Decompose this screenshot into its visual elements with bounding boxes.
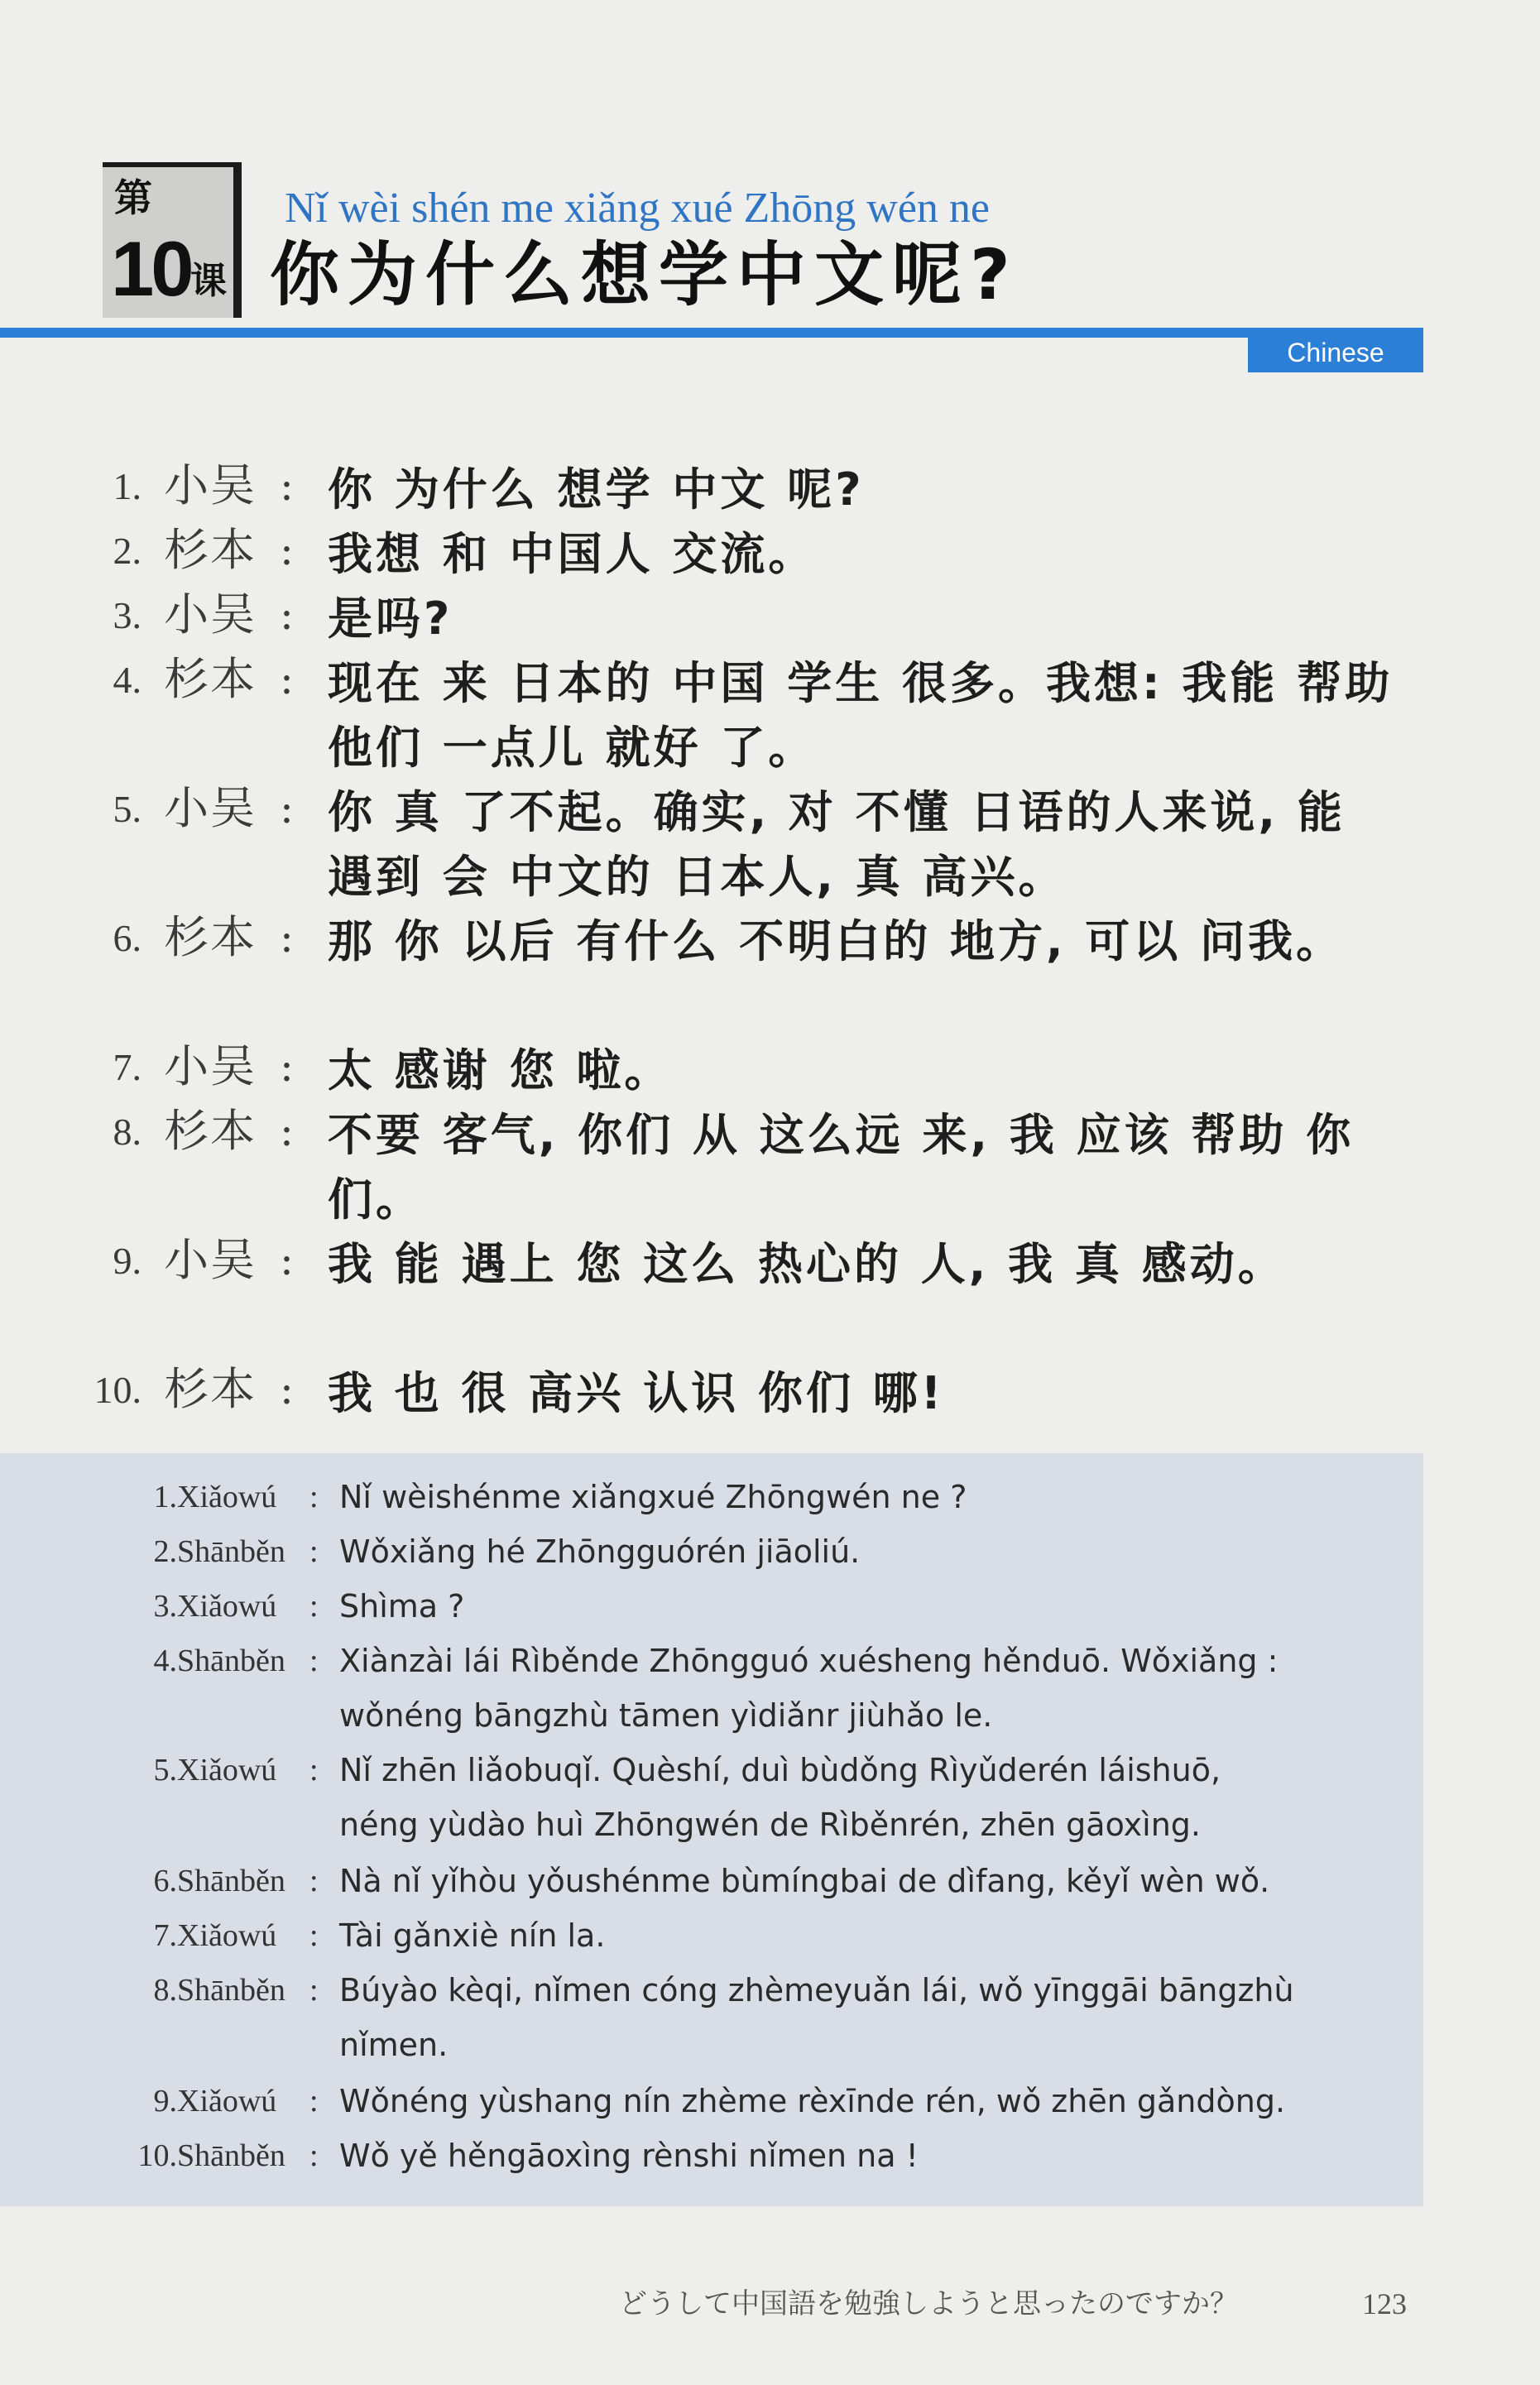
dialogue-text: 你 真 了不起。确实, 对 不懂 日语的人来说, 能: [328, 786, 1346, 838]
romanization-text: Shìma ?: [339, 1588, 465, 1624]
romanization-text: Xiànzài lái Rìběnde Zhōngguó xuésheng hěnduō. Wǒxiǎng :: [339, 1643, 1279, 1679]
line-number: 7.: [153, 1918, 177, 1953]
romanization-text: nǐmen.: [339, 2027, 449, 2063]
speaker-name: Shānběn: [177, 1973, 285, 2008]
line-number: 8.: [113, 1111, 142, 1153]
speaker-name: 小吴: [164, 1234, 257, 1286]
lesson-number: 10: [111, 225, 191, 312]
speaker-colon: :: [309, 1973, 319, 2008]
dialogue-text: 他们 一点儿 就好 了。: [328, 722, 817, 774]
speaker-name: Shānběn: [177, 2138, 285, 2173]
dialogue-text: 你 为什么 想学 中文 呢?: [328, 463, 865, 516]
romanization-line: [0, 1470, 1423, 1524]
dialogue-text: 我 也 很 高兴 认识 你们 哪!: [328, 1367, 945, 1419]
dialogue-text: 我想 和 中国人 交流。: [328, 528, 817, 580]
line-number: 1.: [113, 465, 142, 507]
header-rule: [0, 328, 1423, 338]
dialogue-text: 那 你 以后 有什么 不明白的 地方, 可以 问我。: [328, 915, 1345, 967]
romanization-text: Wǒnéng yùshang nín zhème rèxīnde rén, wǒ zhēn gǎndòng.: [339, 2083, 1286, 2119]
romanization-text: néng yùdào huì Zhōngwén de Rìběnrén, zhēn gāoxìng.: [339, 1807, 1201, 1843]
speaker-colon: :: [309, 1918, 319, 1953]
line-number: 10.: [94, 1369, 142, 1411]
dialogue-line-continuation: [0, 841, 1540, 907]
romanization-line: [0, 1908, 1423, 1963]
dialogue-text: 遇到 会 中文的 日本人, 真 高兴。: [328, 851, 1067, 903]
speaker-colon: :: [280, 914, 294, 962]
dialogue-line: [0, 583, 1540, 649]
line-number: 2.: [113, 530, 142, 572]
dialogue-line-continuation: [0, 712, 1540, 778]
romanization-text: wǒnéng bāngzhù tāmen yìdiǎnr jiùhǎo le.: [339, 1697, 993, 1734]
line-number: 5.: [153, 1753, 177, 1788]
dialogue-text: 是吗?: [328, 593, 453, 645]
dialogue-line: [0, 1099, 1540, 1165]
romanization-line: [0, 2074, 1423, 2128]
line-number: 10.: [137, 2138, 177, 2173]
speaker-colon: :: [280, 1107, 294, 1155]
line-number: 6.: [113, 917, 142, 959]
line-number: 7.: [113, 1046, 142, 1088]
speaker-colon: :: [280, 1043, 294, 1091]
dialogue-text: 我 能 遇上 您 这么 热心的 人, 我 真 感动。: [328, 1238, 1286, 1290]
speaker-name: Xiǎowú: [177, 1589, 277, 1624]
dialogue-line: [0, 1228, 1540, 1294]
speaker-colon: :: [280, 655, 294, 703]
speaker-colon: :: [309, 2138, 319, 2173]
line-number: 9.: [113, 1240, 142, 1282]
speaker-colon: :: [280, 785, 294, 833]
romanization-box: [0, 1453, 1423, 2206]
speaker-name: 杉本: [164, 1363, 257, 1415]
romanization-text: Nà nǐ yǐhòu yǒushénme bùmíngbai de dìfang, kěyǐ wèn wǒ.: [339, 1863, 1270, 1899]
dialogue-text: 太 感谢 您 啦。: [328, 1044, 673, 1097]
speaker-name: Shānběn: [177, 1644, 285, 1678]
speaker-colon: :: [280, 462, 294, 510]
romanization-text: Tài gǎnxiè nín la.: [339, 1917, 606, 1954]
speaker-colon: :: [309, 1644, 319, 1678]
speaker-name: 杉本: [164, 1105, 257, 1157]
line-number: 3.: [153, 1589, 177, 1624]
speaker-colon: :: [280, 591, 294, 639]
page-title: 你为什么想学中文呢?: [270, 234, 1019, 315]
speaker-name: Xiǎowú: [177, 1753, 277, 1788]
romanization-line: [0, 1634, 1423, 1688]
romanization-text: Nǐ zhēn liǎobuqǐ. Quèshí, duì bùdǒng Rìyǔderén láishuō,: [339, 1752, 1221, 1788]
dialogue-line: [0, 776, 1540, 842]
speaker-colon: :: [309, 1534, 319, 1569]
speaker-name: Shānběn: [177, 1534, 285, 1569]
line-number: 8.: [153, 1973, 177, 2008]
dialogue-line: [0, 905, 1540, 972]
title-pinyin: Nǐ wèi shén me xiǎng xué Zhōng wén ne: [285, 185, 991, 232]
language-tag: Chinese: [1248, 333, 1423, 372]
speaker-name: Shānběn: [177, 1864, 285, 1898]
romanization-text: Wǒxiǎng hé Zhōngguórén jiāoliú.: [339, 1533, 861, 1570]
speaker-colon: :: [280, 1236, 294, 1284]
speaker-name: 小吴: [164, 782, 257, 834]
speaker-name: 杉本: [164, 653, 257, 705]
speaker-colon: :: [309, 1480, 319, 1514]
speaker-name: 小吴: [164, 1040, 257, 1092]
dialogue-text: 不要 客气, 你们 从 这么远 来, 我 应该 帮助 你: [328, 1109, 1355, 1161]
speaker-name: Xiǎowú: [177, 1480, 277, 1514]
line-number: 3.: [113, 594, 142, 636]
speaker-name: 杉本: [164, 911, 257, 963]
speaker-colon: :: [309, 1753, 319, 1788]
line-number: 4.: [113, 659, 142, 701]
romanization-line: [0, 1854, 1423, 1908]
line-number: 5.: [113, 788, 142, 830]
romanization-line: [0, 1524, 1423, 1579]
dialogue-text: 现在 来 日本的 中国 学生 很多。我想: 我能 帮助: [328, 657, 1394, 709]
speaker-name: 小吴: [164, 588, 257, 641]
speaker-colon: :: [280, 526, 294, 574]
lesson-number-box: [103, 162, 242, 318]
lesson-di-label: 第: [114, 175, 152, 220]
speaker-colon: :: [309, 1589, 319, 1624]
dialogue-line: [0, 647, 1540, 713]
romanization-line-continuation: [0, 1797, 1423, 1852]
romanization-line-continuation: [0, 2018, 1423, 2072]
lesson-ke-label: 课: [190, 260, 227, 302]
dialogue-line-continuation: [0, 1164, 1540, 1230]
romanization-text: Nǐ wèishénme xiǎngxué Zhōngwén ne ?: [339, 1479, 967, 1515]
romanization-line: [0, 2128, 1423, 2183]
line-number: 1.: [153, 1480, 177, 1514]
romanization-line: [0, 1579, 1423, 1634]
speaker-colon: :: [309, 2084, 319, 2119]
romanization-text: Wǒ yě hěngāoxìng rènshi nǐmen na !: [339, 2138, 919, 2174]
line-number: 4.: [153, 1644, 177, 1678]
line-number: 6.: [153, 1864, 177, 1898]
page-number: 123: [1362, 2287, 1407, 2320]
romanization-line: [0, 1963, 1423, 2018]
dialogue-line: [0, 1034, 1540, 1101]
romanization-line-continuation: [0, 1688, 1423, 1743]
speaker-name: Xiǎowú: [177, 2084, 277, 2119]
footer-caption: どうして中国語を勉強しようと思ったのですか？: [619, 2287, 1238, 2320]
speaker-name: Xiǎowú: [177, 1918, 277, 1953]
romanization-line: [0, 1743, 1423, 1797]
dialogue-line: [0, 453, 1540, 520]
dialogue-line: [0, 518, 1540, 584]
romanization-text: Búyào kèqi, nǐmen cóng zhèmeyuǎn lái, wǒ yīnggāi bāngzhù: [339, 1972, 1294, 2008]
line-number: 2.: [153, 1534, 177, 1569]
speaker-colon: :: [280, 1365, 294, 1413]
speaker-name: 杉本: [164, 524, 257, 576]
dialogue-text: 们。: [328, 1173, 424, 1226]
dialogue-line: [0, 1357, 1540, 1423]
speaker-colon: :: [309, 1864, 319, 1898]
speaker-name: 小吴: [164, 459, 257, 511]
line-number: 9.: [153, 2084, 177, 2119]
